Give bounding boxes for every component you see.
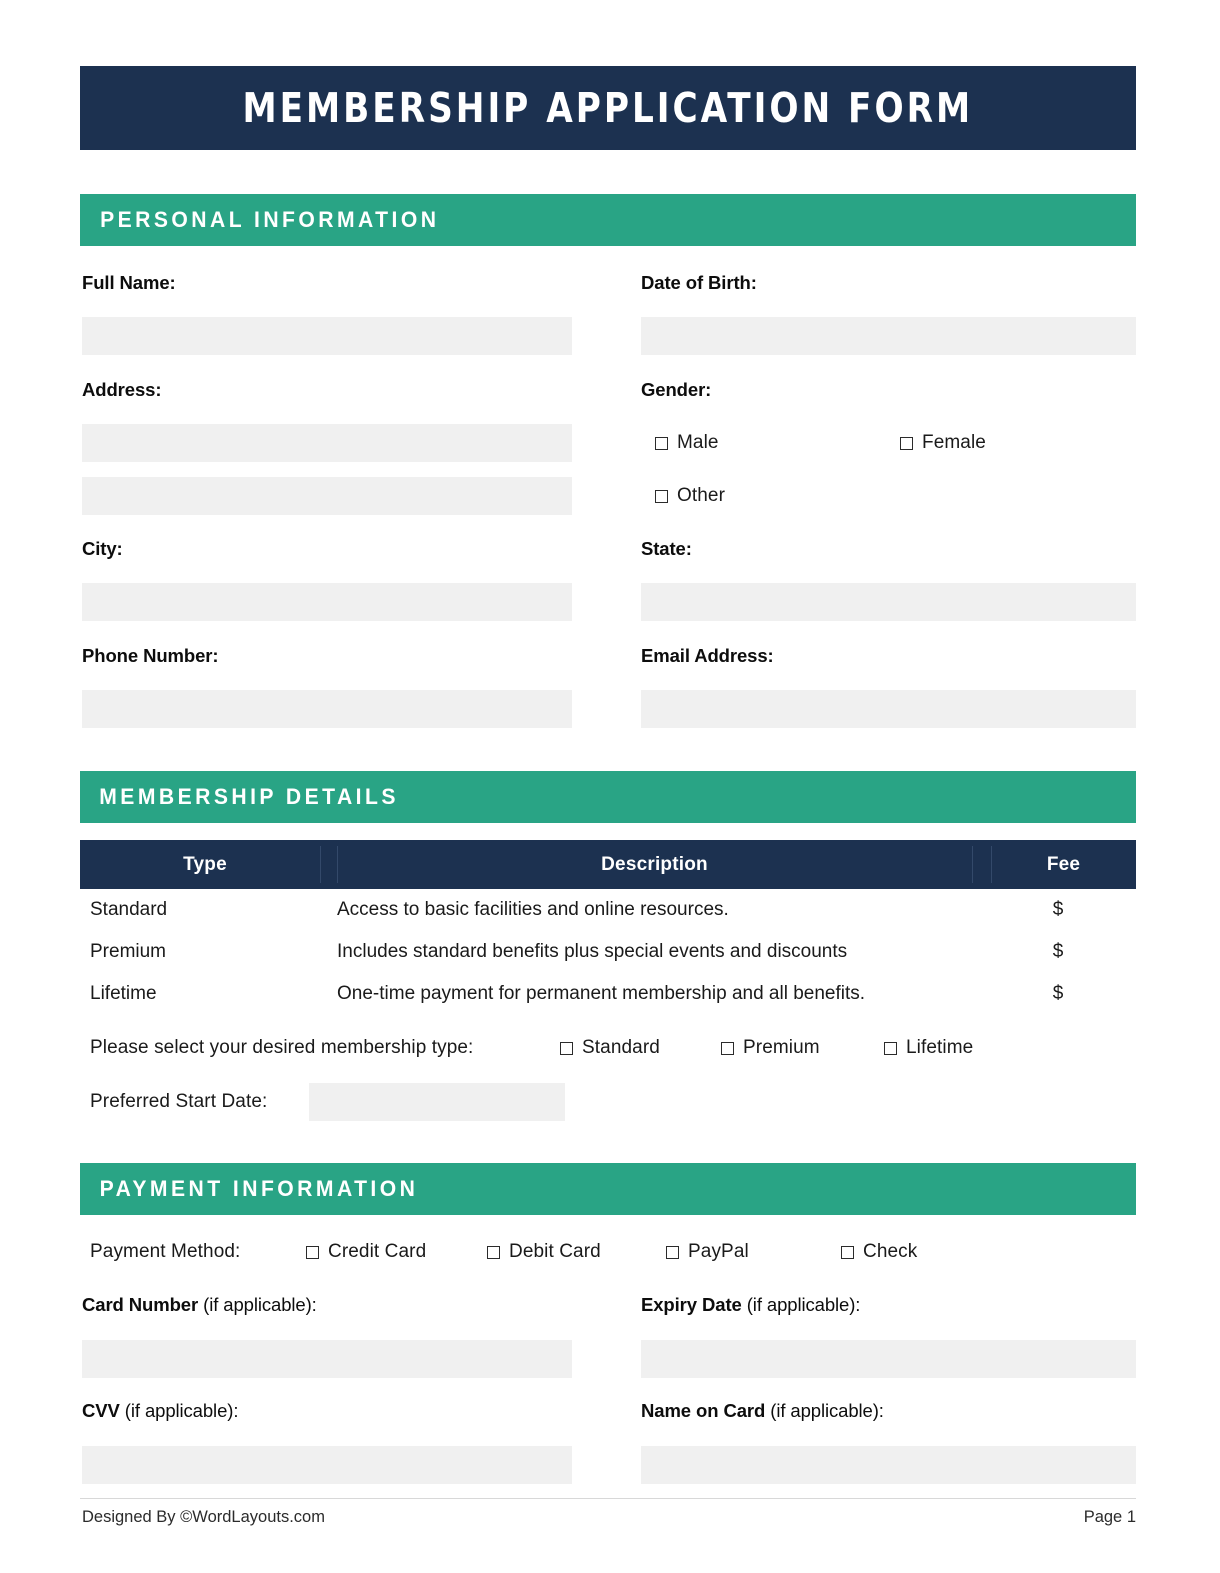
checkbox-membership-standard[interactable] (560, 1037, 660, 1059)
label-name-on-card-note: (if applicable): (765, 1400, 884, 1421)
label-card-number-bold: Card Number (82, 1294, 199, 1315)
section-title-payment: PAYMENT INFORMATION (99, 1176, 419, 1201)
footer-page-number: Page 1 (1083, 1508, 1136, 1526)
checkbox-payment-debit-card[interactable] (487, 1241, 601, 1263)
input-phone-number[interactable] (82, 690, 572, 728)
checkbox-label-credit-card: Credit Card (328, 1241, 427, 1262)
cell-fee: $ (1052, 941, 1064, 962)
checkbox-gender-other[interactable] (655, 485, 725, 507)
section-title-membership: MEMBERSHIP DETAILS (99, 784, 399, 809)
checkbox-label-lifetime: Lifetime (906, 1037, 974, 1058)
column-divider (972, 846, 973, 883)
label-city: City: (82, 538, 123, 559)
label-expiry-date-note: (if applicable): (741, 1294, 861, 1315)
membership-table-header (80, 840, 1136, 889)
footer-designed-by: Designed By ©WordLayouts.com (82, 1508, 325, 1526)
column-header-type: Type (183, 854, 227, 875)
label-full-name: Full Name: (82, 272, 176, 293)
cell-type: Premium (90, 941, 167, 962)
label-preferred-start-date: Preferred Start Date: (90, 1091, 268, 1112)
input-address-line-2[interactable] (82, 477, 572, 515)
checkbox-square-icon (900, 437, 913, 450)
footer-divider (80, 1498, 1136, 1499)
checkbox-label-standard: Standard (582, 1037, 660, 1058)
cell-type: Standard (90, 899, 168, 920)
checkbox-payment-paypal[interactable] (666, 1241, 749, 1263)
checkbox-gender-female[interactable] (900, 432, 986, 454)
checkbox-payment-credit-card[interactable] (306, 1241, 426, 1263)
label-name-on-card (641, 1400, 884, 1422)
checkbox-square-icon (655, 437, 668, 450)
table-row (80, 983, 1136, 1025)
table-row (80, 941, 1136, 983)
cell-description: Access to basic facilities and online resources. (337, 899, 729, 920)
cell-type: Lifetime (90, 983, 157, 1004)
label-name-on-card-bold: Name on Card (641, 1400, 766, 1421)
input-address-line-1[interactable] (82, 424, 572, 462)
input-cvv[interactable] (82, 1446, 572, 1484)
input-city[interactable] (82, 583, 572, 621)
label-expiry-date-bold: Expiry Date (641, 1294, 742, 1315)
label-gender: Gender: (641, 379, 712, 400)
cell-fee: $ (1052, 899, 1064, 920)
page-title: MEMBERSHIP APPLICATION FORM (242, 84, 974, 132)
label-date-of-birth: Date of Birth: (641, 272, 757, 293)
checkbox-square-icon (884, 1042, 897, 1055)
label-cvv (82, 1400, 238, 1422)
checkbox-square-icon (560, 1042, 573, 1055)
checkbox-label-male: Male (677, 432, 719, 453)
label-expiry-date (641, 1294, 860, 1316)
label-cvv-note: (if applicable): (119, 1400, 239, 1421)
label-email-address: Email Address: (641, 645, 774, 666)
checkbox-label-debit-card: Debit Card (509, 1241, 601, 1262)
input-date-of-birth[interactable] (641, 317, 1136, 355)
checkbox-label-female: Female (922, 432, 986, 453)
checkbox-gender-male[interactable] (655, 432, 719, 454)
column-divider (320, 846, 321, 883)
label-card-number-note: (if applicable): (198, 1294, 317, 1315)
input-card-number[interactable] (82, 1340, 572, 1378)
checkbox-square-icon (487, 1246, 500, 1259)
input-email-address[interactable] (641, 690, 1136, 728)
checkbox-label-paypal: PayPal (688, 1241, 749, 1262)
membership-select-prompt: Please select your desired membership type: (90, 1037, 474, 1058)
section-title-personal: PERSONAL INFORMATION (100, 207, 440, 232)
label-payment-method: Payment Method: (90, 1241, 241, 1262)
label-cvv-bold: CVV (82, 1400, 120, 1421)
column-header-description: Description (601, 854, 708, 875)
checkbox-payment-check[interactable] (841, 1241, 917, 1263)
checkbox-square-icon (666, 1246, 679, 1259)
section-header-payment-information (80, 1163, 1136, 1215)
form-title-bar (80, 66, 1136, 150)
checkbox-membership-lifetime[interactable] (884, 1037, 973, 1059)
checkbox-label-premium: Premium (743, 1037, 820, 1058)
label-state: State: (641, 538, 692, 559)
section-header-personal-information (80, 194, 1136, 246)
input-expiry-date[interactable] (641, 1340, 1136, 1378)
checkbox-square-icon (721, 1042, 734, 1055)
checkbox-label-other: Other (677, 485, 726, 506)
input-full-name[interactable] (82, 317, 572, 355)
column-header-fee: Fee (1046, 854, 1081, 875)
table-row (80, 899, 1136, 941)
label-address: Address: (82, 379, 162, 400)
checkbox-square-icon (841, 1246, 854, 1259)
checkbox-membership-premium[interactable] (721, 1037, 820, 1059)
cell-fee: $ (1052, 983, 1064, 1004)
checkbox-label-check: Check (863, 1241, 918, 1262)
checkbox-square-icon (306, 1246, 319, 1259)
cell-description: One-time payment for permanent membership and all benefits. (337, 983, 866, 1004)
input-name-on-card[interactable] (641, 1446, 1136, 1484)
input-state[interactable] (641, 583, 1136, 621)
checkbox-square-icon (655, 490, 668, 503)
cell-description: Includes standard benefits plus special events and discounts (337, 941, 848, 962)
label-card-number (82, 1294, 317, 1316)
section-header-membership-details (80, 771, 1136, 823)
input-preferred-start-date[interactable] (309, 1083, 565, 1121)
label-phone-number: Phone Number: (82, 645, 219, 666)
